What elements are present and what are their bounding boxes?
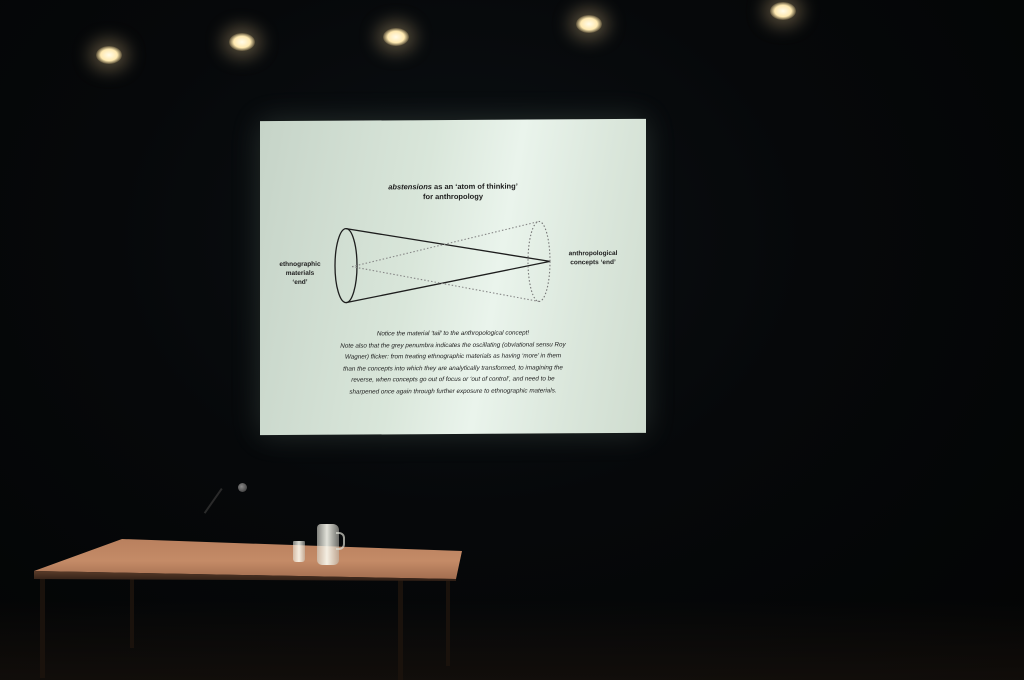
label-anthropological-concepts (550, 249, 636, 268)
table-leg (398, 580, 403, 680)
table-leg (130, 578, 134, 648)
label-left-line: ethnographic (279, 260, 321, 269)
label-left-line: materials (285, 269, 315, 278)
ceiling-light-5 (770, 2, 796, 20)
label-right-line: concepts ‘end’ (570, 259, 616, 267)
ceiling-light-4 (576, 15, 602, 33)
cone-base-ellipse (335, 229, 357, 303)
microphone-stand (204, 488, 223, 514)
caption-line: Notice the material ‘tail’ to the anthropological concept! (376, 329, 530, 338)
caption-line: Note also that the grey penumbra indicates the oscillating (obviational sensu Roy (340, 340, 566, 350)
ceiling-light-3 (383, 28, 409, 46)
caption-line: than the concepts into which they are analytically transformed, to imagining the (343, 363, 563, 373)
water-glass (293, 541, 305, 562)
slide-title-line1-rest: as an ‘atom of thinking’ (431, 181, 518, 192)
water-jug-handle (336, 532, 345, 550)
table-leg (40, 578, 45, 678)
label-ethnographic-materials (272, 260, 328, 287)
table-leg (446, 578, 450, 666)
slide-caption (288, 327, 618, 398)
caption-line: Wagner) flicker: from treating ethnographic materials as having ‘more’ in them (344, 352, 562, 361)
caption-line: reverse, when concepts go out of focus or ‘out of control’, and need to be (351, 375, 555, 384)
slide-title-emphasis: abstensions (388, 182, 432, 192)
stage-floor (0, 600, 1024, 680)
microphone (238, 483, 247, 492)
cone-lower-edge (346, 261, 550, 302)
penumbra-lower-edge (352, 265, 539, 302)
projection-screen (260, 119, 646, 435)
label-right-line: anthropological (568, 249, 618, 258)
label-left-line: ‘end’ (292, 278, 308, 286)
slide-title-line2: for anthropology (423, 191, 483, 202)
ceiling-light-1 (96, 46, 122, 64)
caption-line: sharpened once again through further exposure to ethnographic materials. (349, 386, 557, 396)
ceiling-light-2 (229, 33, 255, 51)
cone-upper-edge (346, 227, 550, 262)
